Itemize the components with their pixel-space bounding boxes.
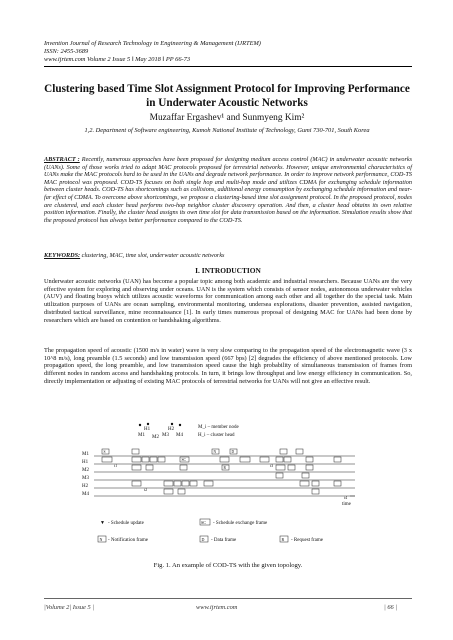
topo-legend-head: H_i – cluster head [198, 433, 235, 438]
paper-title: Clustering based Time Slot Assignment Protocol for Improving Performance in Underwater Acoustic Networks [44, 83, 410, 109]
topo-legend-member: M_i – member node [198, 425, 239, 430]
journal-name: Invention Journal of Research Technology in Engineering & Management (IJRTEM) [44, 40, 261, 47]
row-label-m3: M3 [82, 476, 89, 481]
frame-label-n: N [213, 450, 217, 454]
topo-node-m2: M2 [152, 435, 159, 440]
row-label-m4: M4 [82, 492, 89, 497]
topo-node-m4: M4 [176, 433, 183, 438]
issn: ISSN: 2455-3689 [44, 48, 89, 55]
row-label-m2: M2 [82, 468, 89, 473]
marker-t1: t1 [114, 463, 118, 468]
legend-sym-n: N [99, 537, 103, 542]
row-label-h1: H1 [82, 460, 89, 465]
footer-page-number: | 66 | [384, 604, 398, 611]
affiliation: 1,2. Department of Software engineering, Kumoh National Institute of Technology, Gumi 730-701, South Korea [84, 127, 370, 134]
abstract-label: ABSTRACT : [44, 156, 80, 163]
topo-node-h2: H2 [168, 427, 175, 432]
frame-label-sc: SC [181, 458, 186, 462]
issue-line: www.ijrtem.com Volume 2 Issue 5 ǁ May 2018 ǁ PP 66-73 [44, 56, 191, 63]
legend-sym-r: R [281, 537, 285, 542]
cod-ts-figure [80, 412, 380, 560]
legend-schedule-update: - Schedule update [108, 521, 144, 526]
keywords-label: KEYWORDS: [44, 252, 81, 259]
legend-data: - Data frame [211, 538, 237, 543]
frame-label-d: D [231, 450, 235, 454]
topo-node-m1: M1 [138, 433, 145, 438]
keywords [44, 252, 412, 259]
time-axis-label: time [342, 502, 351, 507]
marker-t4: t4 [344, 495, 348, 500]
intro-paragraph-2: The propagation speed of acoustic (1500 m/s in water) wave is very slow comparing to the propagation speed of the electromagnetic wave (3 x 10^8 m/s), long preamble (1.5 seconds) and low transmission speed (667 bps) [2] degrades the efficiency of above mentioned protocols. Low propagation speed, the long preamble, and low transmission speed cause the high probability of simultaneous transmission of frames from different nodes in random access and handshaking protocols. In turn, it brings low throughput and low energy efficiency in communication. So, directly implementation or adjusting of existing MAC protocols of terrestrial networks for UANs will not give an effective result. [44, 347, 412, 385]
row-label-h2: H2 [82, 484, 89, 489]
authors: Muzaffar Ergashev¹ and Sunmyeng Kim² [149, 113, 305, 123]
figure-legend [98, 519, 324, 543]
row-labels [82, 452, 89, 497]
legend-notification: - Notification frame [108, 538, 148, 543]
legend-sym-d: D [201, 537, 205, 542]
figure-caption: Fig. 1. An example of COD-TS with the given topology. [153, 562, 303, 569]
keywords-text: clustering, MAC, time slot, underwater acoustic networks [81, 252, 225, 259]
legend-request: - Request frame [291, 538, 323, 543]
marker-t3: t3 [270, 463, 274, 468]
legend-schedule-exchange: - Schedule exchange frame [213, 521, 268, 526]
topology-diagram [138, 423, 239, 440]
frame-label-s: S [103, 450, 106, 454]
topo-node-m3: M3 [162, 433, 169, 438]
footer-website[interactable]: www.ijrtem.com [196, 604, 238, 611]
row-label-m1: M1 [82, 452, 89, 457]
frame-labels [104, 450, 235, 470]
marker-t2: t2 [144, 487, 148, 492]
footer-rule [44, 598, 412, 599]
legend-sym-sc: SC [201, 520, 206, 525]
topo-node-h1: H1 [144, 427, 151, 432]
frame-label-r: R [223, 466, 226, 470]
abstract [44, 156, 412, 224]
footer-volume: |Volume 2| Issue 5 | [44, 604, 94, 611]
section-heading: I. INTRODUCTION [195, 266, 261, 275]
intro-paragraph-1: Underwater acoustic networks (UAN) has become a popular topic among both academic and industrial researchers. Because UANs are the very effective system for exploring and observing under oceans. UAN is the system which consists of sensor nodes, autonomous underwater vehicles (AUV) and floating buoys which utilizes acoustic waveforms for communication among each other and all together do the special task. Main utilization purposes of UANs are ocean sampling, environmental monitoring, undersea explorations, disaster prevention, assisted navigation, distributed tactical surveillance, mine reconnaissance [1]. In early times numerous proposal of designing MAC for UANs had been done by researchers which are based on contention or handshaking algorithms. [44, 278, 412, 324]
header-rule [44, 66, 412, 67]
abstract-text: Recently, numerous approaches have been proposed for designing medium access control (MAC) in underwater acoustic networks (UANs). Some of those works tried to adapt MAC protocols proposed for terrestrial networks. However, unique environmental characteristics of UANs make the MAC protocols hard to be used in the UANs and degrade network performance. In order to improve network performance, COD-TS MAC protocol was proposed. COD-TS focuses on both single hop and multi-hop mode and utilizes CDMA for exchanging schedule information between cluster heads. COD-TS has shortcomings such as collisions, additional energy consumption by exchanging schedule information and near-far effect of CDMA. To overcome above shortcomings, we propose a clustering-based time slot assignment protocol. In the proposed protocol, nodes are clustered, and each cluster head performs two-hop neighbor cluster discovery operation. And then, a cluster head obtains its own relative position information. Finally, the cluster head assigns its own time slot for data transmission based on the information. Simulation results show that the proposed protocol has always better performance compared to the COD-TS. [44, 156, 413, 224]
legend-sym-update: ▼ [100, 521, 105, 526]
